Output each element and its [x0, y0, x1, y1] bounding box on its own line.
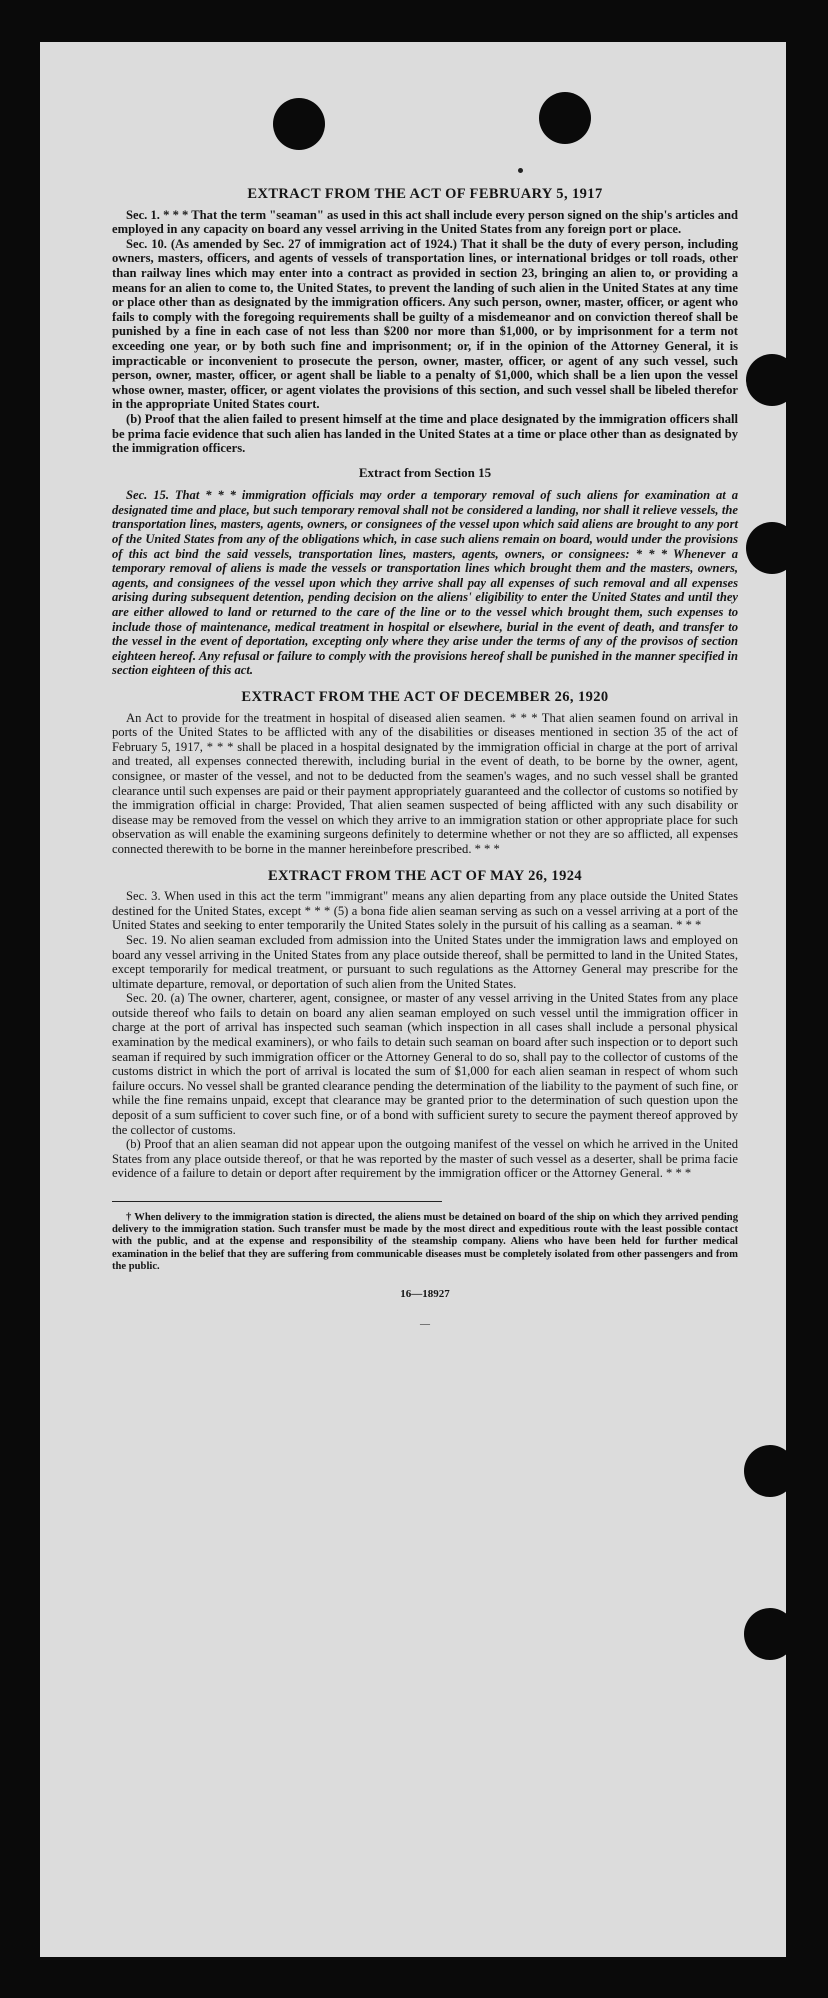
punch-hole-right-2 — [746, 522, 786, 574]
paragraph-sec-15: Sec. 15. That * * * immigration officials may order a temporary removal of such aliens for examination at a designated time and place, but such temporary removal shall not be considered a landing, nor shall it relieve vessels, the transportation lines, masters, agents, owners, or consignees of the vessel upon which said aliens are brought to any port of the United States from any of the obligations which, in case such aliens remain on board, would under the provisions of this act bind the said vessels, transportation lines, masters, agents, owners, or consignees: * * * Whenever a temporary removal of aliens is made the vessels or transportation lines which brought them and the masters, owners, agents, and consignees of the vessel upon which they arrive shall pay all expenses of such removal and all expenses arising during subsequent detention, pending decision on the aliens' eligibility to enter the United States and until they are either allowed to land or returned to the care of the line or to the vessel which brought them, such expenses to include those of maintenance, medical treatment in hospital or elsewhere, burial in the event of death, and transfer to the vessel in the event of deportation, excepting only where they arise under the terms of any of the provisos of section eighteen hereof. Any refusal or failure to comply with the provisions hereof shall be punished in the manner specified in section eighteen of this act. — [112, 488, 738, 678]
paragraph-sec-1: Sec. 1. * * * That the term "seaman" as used in this act shall include every person signed on the ship's articles and employed in any capacity on board any vessel arriving in the United States from any foreign port or place. — [112, 207, 738, 237]
footnote: † When delivery to the immigration station is directed, the aliens must be detained on board of the ship on which they arrived pending delivery to the immigration station. Such transfer must be made by the most direct and expeditious route with the least possible contact with the public, and at the expense and responsibility of the steamship company. Aliens who have been held for further medical examination in the belief that they are suffering from communicable diseases must be completely isolated from other passengers and from the public. — [112, 1212, 738, 1272]
document-page — [40, 42, 786, 1957]
punch-hole-top-left — [273, 98, 325, 150]
section-15 — [112, 488, 738, 678]
section-1917 — [112, 208, 738, 456]
heading-act-1924: EXTRACT FROM THE ACT OF MAY 26, 1924 — [267, 867, 583, 884]
heading-act-1920: EXTRACT FROM THE ACT OF DECEMBER 26, 1920 — [241, 689, 609, 705]
paragraph-act-1920: An Act to provide for the treatment in hospital of diseased alien seamen. * * * That alien seamen found on arrival in ports of the United States to be afflicted with any of the disabilities or diseases mentioned in section 35 of the act of February 5, 1917, * * * shall be placed in a hospital designated by the immigration official in charge at the port of arrival and treated, all expenses connected therewith, including burial in the event of death, to be borne by the owner, agent, consignee, or master of the vessel, and not to be deducted from the seamen's wages, and no such vessel shall be granted clearance until such expenses are paid or their payment appropriately guaranteed and the collector of customs so notified by the immigration official in charge: Provided, That alien seamen suspected of being afflicted with any such disability or disease may be removed from the vessel on which they arrive to an immigration station or other appropriate place for such observation as will enable the examining surgeons definitely to determine whether or not they are so afflicted, all expenses connected therewith to be borne in the manner hereinbefore prescribed. * * * — [112, 710, 738, 856]
punch-hole-top-right — [539, 92, 591, 144]
paragraph-sec-19: Sec. 19. No alien seaman excluded from admission into the United States under the immigration laws and employed on board any vessel arriving in the United States from any place outside thereof, shall be permitted to land in the United States, except temporarily for medical treatment, or pursuant to such regulations as the Attorney General may prescribe for the ultimate departure, removal, or deportation of such alien from the United States. — [112, 932, 738, 991]
punch-hole-right-3 — [744, 1445, 786, 1497]
form-number: 16—18927 — [400, 1288, 450, 1301]
bottom-dash: — — [420, 1318, 430, 1330]
document-body — [112, 187, 738, 1332]
punch-hole-right-4 — [744, 1608, 786, 1660]
footnote-divider — [112, 1201, 442, 1202]
paragraph-sec-20: Sec. 20. (a) The owner, charterer, agent, consignee, or master of any vessel arriving in the United States from any place outside thereof who fails to detain on board any alien seaman employed on such vessel until the immigration officer in charge at the port of arrival has inspected such seaman (which inspection in all cases shall include a personal physical examination by the medical examiners), or who fails to detain such seaman on board after such inspection or to deport such seaman if required by such immigration officer or the Attorney General to do so, shall pay to the collector of customs of the customs district in which the port of arrival is located the sum of $1,000 for each alien seaman in respect of whom such failure occurs. No vessel shall be granted clearance pending the determination of the liability to the payment of such fine, or while the fine remains unpaid, except that clearance may be granted prior to the determination of such question upon the deposit of a sum sufficient to cover such fine, or of a bond with sufficient surety to secure the payment thereof approved by the collector of customs. — [112, 991, 738, 1137]
punch-hole-right-1 — [746, 354, 786, 406]
paragraph-sec-20b: (b) Proof that an alien seaman did not appear upon the outgoing manifest of the vessel on which he arrived in the United States from any place outside thereof, or that he was reported by the master of such vessel as a deserter, shall be prima facie evidence of a failure to detain or deport after requirement by the immigration officer or the Attorney General. * * * — [112, 1137, 738, 1181]
ink-dot — [518, 168, 523, 173]
paragraph-sec-10: Sec. 10. (As amended by Sec. 27 of immigration act of 1924.) That it shall be the duty of every person, including owners, masters, officers, and agents of vessels of transportation lines, or international bridges or toll roads, other than railway lines which may enter into a contract as provided in section 23, bringing an alien to, or providing a means for an alien to come to, the United States, to prevent the landing of such alien in the United States at any time or place other than as designated by the immigration officers. Any such person, owner, master, officer, or agent who fails to comply with the foregoing requirements shall be guilty of a misdemeanor and on conviction thereof shall be punished by a fine in each case of not less than $200 nor more than $1,000, or by imprisonment for a term not exceeding one year, or by both such fine and imprisonment; or, if in the opinion of the Attorney General, it is impracticable or inconvenient to prosecute the person, owner, master, officer, or agent of any such vessel, such person, owner, master, officer, or agent shall be liable to a penalty of $1,000, which shall be a lien upon the vessel whose owner, master, officer, or agent violates the provisions of this section, and such vessel shall be libeled therefor in the appropriate United States court. — [112, 236, 738, 412]
paragraph-sec-10b: (b) Proof that the alien failed to present himself at the time and place designated by the immigration officers shall be prima facie evidence that such alien has landed in the United States at a time or place other than as designated by the immigration officers. — [112, 411, 738, 456]
heading-act-1917: EXTRACT FROM THE ACT OF FEBRUARY 5, 1917 — [247, 186, 603, 202]
subheading-section-15: Extract from Section 15 — [358, 464, 492, 480]
paragraph-sec-3: Sec. 3. When used in this act the term "immigrant" means any alien departing from any place outside the United States destined for the United States, except * * * (5) a bona fide alien seaman serving as such on a vessel arriving at a port of the United States and seeking to enter temporarily the United States solely in the pursuit of his calling as a seaman. * * * — [112, 889, 738, 933]
